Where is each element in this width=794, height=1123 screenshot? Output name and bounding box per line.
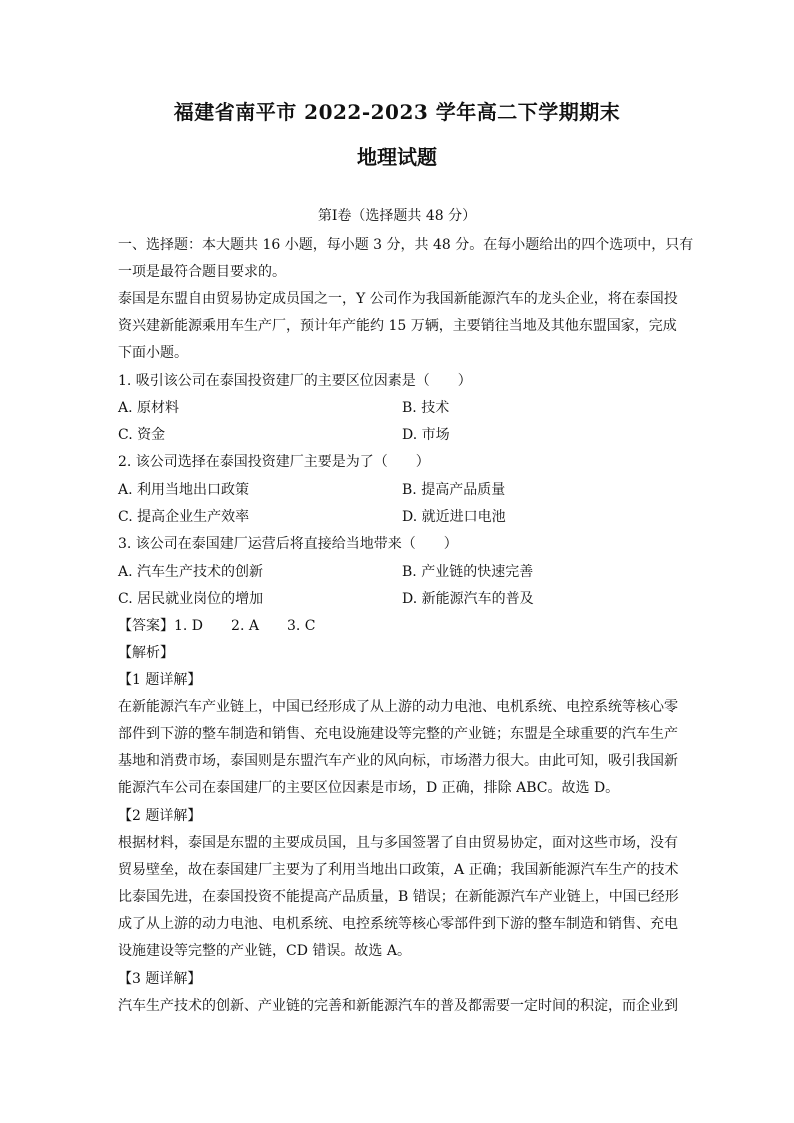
part-title: 第Ⅰ卷（选择题共 48 分） bbox=[317, 208, 477, 224]
option-b: B. 提高产品质量 bbox=[402, 482, 506, 498]
detail-line: 根据材料，泰国是东盟的主要成员国，且与多国签署了自由贸易协定，面对这些市场，没有 bbox=[118, 835, 678, 851]
instruction-line: 一项是最符合题目要求的。 bbox=[118, 264, 286, 280]
option-a: A. 原材料 bbox=[118, 400, 180, 416]
material-line: 资兴建新能源乘用车生产厂，预计年产能约 15 万辆，主要销往当地及其他东盟国家，完成 bbox=[118, 318, 677, 334]
analysis-label: 【解析】 bbox=[118, 645, 174, 661]
option-a: A. 利用当地出口政策 bbox=[118, 482, 250, 498]
detail-label: 【3 题详解】 bbox=[118, 971, 202, 987]
instruction-line: 一、选择题：本大题共 16 小题，每小题 3 分，共 48 分。在每小题给出的四个选项中，只有 bbox=[118, 237, 694, 253]
answer-line: 【答案】1. D 2. A 3. C bbox=[118, 618, 316, 634]
detail-label: 【1 题详解】 bbox=[118, 672, 202, 688]
question-stem: 1. 吸引该公司在泰国投资建厂的主要区位因素是（ ） bbox=[118, 373, 472, 389]
option-d: D. 市场 bbox=[402, 427, 450, 443]
detail-line: 汽车生产技术的创新、产业链的完善和新能源汽车的普及都需要一定时间的积淀，而企业到 bbox=[118, 998, 678, 1014]
material-line: 泰国是东盟自由贸易协定成员国之一，Y 公司作为我国新能源汽车的龙头企业，将在泰国投 bbox=[118, 291, 678, 307]
detail-line: 设施建设等完整的产业链，CD 错误。故选 A。 bbox=[118, 943, 411, 959]
option-d: D. 就近进口电池 bbox=[402, 509, 506, 525]
question-stem: 3. 该公司在泰国建厂运营后将直接给当地带来（ ） bbox=[118, 536, 458, 552]
option-a: A. 汽车生产技术的创新 bbox=[118, 564, 264, 580]
option-b: B. 产业链的快速完善 bbox=[402, 564, 534, 580]
detail-label: 【2 题详解】 bbox=[118, 808, 202, 824]
detail-line: 部件到下游的整车制造和销售、充电设施建设等完整的产业链；东盟是全球重要的汽车生产 bbox=[118, 726, 678, 742]
detail-line: 在新能源汽车产业链上，中国已经形成了从上游的动力电池、电机系统、电控系统等核心零 bbox=[118, 699, 678, 715]
option-c: C. 提高企业生产效率 bbox=[118, 509, 250, 525]
detail-line: 能源汽车公司在泰国建厂的主要区位因素是市场，D 正确，排除 ABC。故选 D。 bbox=[118, 780, 620, 796]
detail-line: 贸易壁垒，故在泰国建厂主要为了利用当地出口政策，A 正确；我国新能源汽车生产的技术 bbox=[118, 862, 679, 878]
document-title: 福建省南平市 2022-2023 学年高二下学期期末 bbox=[173, 100, 621, 124]
detail-line: 基地和消费市场，泰国则是东盟汽车产业的风向标，市场潜力很大。由此可知，吸引我国新 bbox=[118, 753, 678, 769]
option-d: D. 新能源汽车的普及 bbox=[402, 591, 534, 607]
document-subtitle: 地理试题 bbox=[357, 145, 437, 169]
question-stem: 2. 该公司选择在泰国投资建厂主要是为了（ ） bbox=[118, 454, 430, 470]
option-b: B. 技术 bbox=[402, 400, 450, 416]
option-c: C. 居民就业岗位的增加 bbox=[118, 591, 264, 607]
option-c: C. 资金 bbox=[118, 427, 166, 443]
detail-line: 比泰国先进，在泰国投资不能提高产品质量，B 错误；在新能源汽车产业链上，中国已经形 bbox=[118, 889, 679, 905]
material-line: 下面小题。 bbox=[118, 345, 188, 361]
detail-line: 成了从上游的动力电池、电机系统、电控系统等核心零部件到下游的整车制造和销售、充电 bbox=[118, 916, 678, 932]
